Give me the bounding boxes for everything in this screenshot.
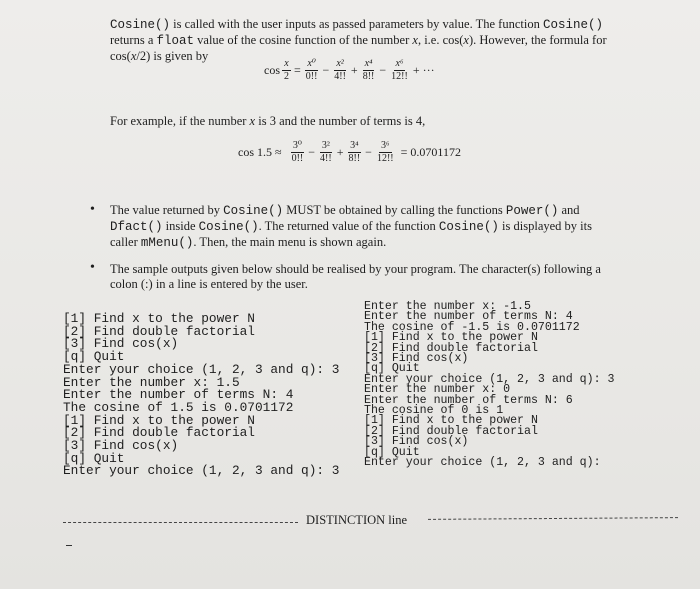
code-cosine: Cosine() xyxy=(110,18,171,32)
console-line: Enter the number x: 0 xyxy=(364,383,511,397)
console-line: [2] Find double factorial xyxy=(364,341,538,355)
console-line: [3] Find cos(x) xyxy=(63,336,179,352)
bullet-paragraph-2: The sample outputs given below should be realised by your program. The character(s) following a colon (:) in a line is entered by the user. xyxy=(110,262,601,291)
bullet-paragraph-1: The value returned by Cosine() MUST be obtained by calling the functions Power() and Dfact() inside Cosine(). The returned value of the function Cosine() is displayed by its caller mMenu(). Then, the main menu is shown again. xyxy=(110,203,592,250)
console-line: Enter the number x: 1.5 xyxy=(63,374,240,390)
console-line: Enter your choice (1, 2, 3 and q): 3 xyxy=(63,361,340,377)
console-line: Enter your choice (1, 2, 3 and q): 3 xyxy=(63,463,340,479)
formula-term: $\frac{\text{x⁴}}{8!!}$ xyxy=(362,58,375,82)
code-float: float xyxy=(156,34,195,48)
console-line: [1] Find x to the power N xyxy=(364,331,538,345)
formula-term: $\frac{\text{x²}}{4!!}$ xyxy=(334,58,346,82)
console-line: [2] Find double factorial xyxy=(63,323,255,339)
intro-line-3: cos(x/2) is given by xyxy=(110,49,209,63)
console-line: Enter your choice (1, 2, 3 and q): xyxy=(364,456,601,470)
formula-term: $\frac{\text{3⁶}}{12!!}$ xyxy=(376,140,394,164)
bullet-icon: • xyxy=(90,260,95,275)
formula-lhs-fraction: $\frac{x}{2}$ xyxy=(284,58,289,82)
formula-lhs-func: cos xyxy=(264,63,280,77)
console-line: The cosine of 0 is 1 xyxy=(364,404,504,418)
console-line: [3] Find cos(x) xyxy=(63,438,179,454)
console-line: The cosine of -1.5 is 0.0701172 xyxy=(364,320,580,334)
console-line: Enter the number of terms N: 6 xyxy=(364,393,573,407)
distinction-label: DISTINCTION line xyxy=(306,513,408,527)
console-line: Enter the number of terms N: 4 xyxy=(364,310,573,324)
console-line: [2] Find double factorial xyxy=(364,424,538,438)
intro-line-2: returns a float value of the cosine function of the number x, i.e. cos(x). However, the formula for xyxy=(110,33,607,48)
console-line: [1] Find x to the power N xyxy=(364,414,538,428)
console-line: [1] Find x to the power N xyxy=(63,412,255,428)
series-formula: cos $\frac{x}{2}$ = $\frac{\text{x⁰}}{0!!}$ − $\frac{\text{x²}}{4!!}$ + $\frac{\text{x⁴}}{8!!}$ − $\frac{\text{x⁶}}{12!!}$ + ··· xyxy=(264,58,435,82)
sample-output-left xyxy=(63,313,339,478)
distinction-dash-left xyxy=(63,522,298,523)
text-cursor-mark xyxy=(66,545,72,546)
console-line: Enter your choice (1, 2, 3 and q): 3 xyxy=(364,372,615,386)
code-cosine: Cosine() xyxy=(542,18,603,32)
console-line: [q] Quit xyxy=(364,445,420,459)
console-line: Enter the number x: -1.5 xyxy=(364,300,531,313)
formula-term: $\frac{\text{3²}}{4!!}$ xyxy=(320,140,332,164)
console-line: The cosine of 1.5 is 0.0701172 xyxy=(63,399,294,415)
console-line: [3] Find cos(x) xyxy=(364,352,469,366)
console-line: [3] Find cos(x) xyxy=(364,435,469,449)
sample-output-right xyxy=(364,302,614,469)
distinction-dash-right xyxy=(428,517,678,520)
example-result: = 0.0701172 xyxy=(400,145,461,159)
example-lhs: cos 1.5 ≈ xyxy=(238,145,282,159)
formula-term: $\frac{\text{3⁴}}{8!!}$ xyxy=(348,140,361,164)
intro-paragraph xyxy=(110,17,650,64)
intro-line-1: Cosine() is called with the user inputs as passed parameters by value. The function Cosine() xyxy=(110,17,603,32)
example-sentence: For example, if the number x is 3 and the number of terms is 4, xyxy=(110,114,426,128)
console-line: Enter the number of terms N: 4 xyxy=(63,387,294,403)
console-line: [2] Find double factorial xyxy=(63,425,255,441)
formula-term: $\frac{\text{x⁶}}{12!!}$ xyxy=(391,58,408,82)
formula-term: $\frac{\text{x⁰}}{0!!}$ xyxy=(305,58,318,82)
console-line: [q] Quit xyxy=(364,362,420,376)
console-line: [q] Quit xyxy=(63,349,125,365)
example-formula: cos 1.5 ≈ $\frac{\text{3⁰}}{0!!}$ − $\frac{\text{3²}}{4!!}$ + $\frac{\text{3⁴}}{8!!}$ − $\frac{\text{3⁶}}{12!!}$ = 0.0701172 xyxy=(238,140,461,164)
console-line: [q] Quit xyxy=(63,450,125,466)
bullet-icon: • xyxy=(90,202,95,217)
console-line: [1] Find x to the power N xyxy=(63,311,255,326)
formula-term: $\frac{\text{3⁰}}{0!!}$ xyxy=(291,140,304,164)
